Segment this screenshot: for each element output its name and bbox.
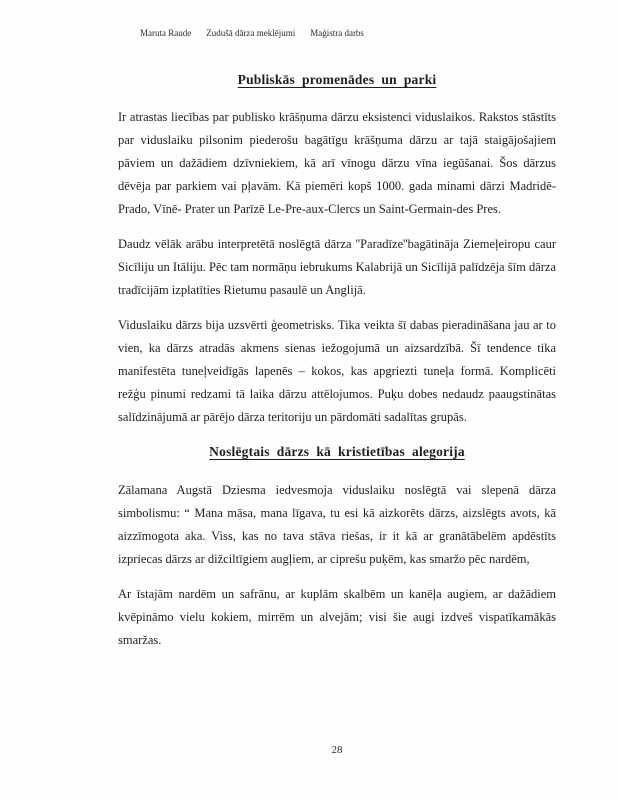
- paragraph: Daudz vēlāk arābu interpretētā noslēgtā dārza ''Paradīze''bagātināja Ziemeļeiropu caur Sicīliju un Itāliju. Pēc tam normāņu iebrukums Kalabrijā un Sicīlijā palīdzēja šīm dārza tradīcijām izplatīties Rietumu pasaulē un Anglijā.: [118, 237, 556, 297]
- paragraph: Ir atrastas liecības par publisko krāšņuma dārzu eksistenci viduslaikos. Rakstos stāstīts par viduslaiku pilsonim piederošu bagātīgu krāšņuma dārzu ar tajā staigājošajiem pāviem un dažādiem dzīvniekiem, kā arī vīnogu dārzu vīna iegūšanai. Šos dārzus dēvēja par parkiem vai pļavām. Kā piemēri kopš 1000. gada minami dārzi Madridē- Prado, Vīnē- Prater un Parīzē Le-Pre-aux-Clercs un Saint-Germain-des Pres.: [118, 110, 556, 216]
- running-header: [140, 28, 364, 39]
- paragraph: Ar īstajām nardēm un safrānu, ar kuplām skalbēm un kanēļa augiem, ar dažādiem kvēpināmo vielu kokiem, mirrēm un alvejām; visi šie augi izdveš vispatīkamākās smaržas.: [118, 587, 556, 647]
- header-work-title: Zudušā dārza meklējumi: [206, 28, 296, 38]
- section-heading-promenades: Publiskās promenādes un parki: [237, 72, 437, 87]
- header-work-type: Maģistra darbs: [310, 28, 364, 38]
- page-body: [118, 71, 556, 664]
- section-heading-alegorija: Noslēgtais dārzs kā kristietības alegorija: [209, 444, 465, 459]
- paragraph: Zālamana Augstā Dziesma iedvesmoja viduslaiku noslēgtā vai slepenā dārza simbolismu: “ Mana māsa, mana līgava, tu esi kā aizkorēts dārzs, aizslēgts avots, kā aizzīmogota aka. Viss, kas no tava stāva riešas, ir it kā ar granātābelēm apdēstīts izpriecas dārzs ar dižciltīgiem augļiem, ar ciprešu puķēm, kas smaržo pēc nardēm,: [118, 483, 556, 566]
- header-author: Maruta Raude: [140, 28, 192, 38]
- page-number: 28: [331, 744, 343, 756]
- paragraph: Viduslaiku dārzs bija uzsvērti ģeometrisks. Tika veikta šī dabas pieradināšana jau ar to vien, ka dārzs atradās akmens sienas iežogojumā un aizsardzībā. Šī tendence tika manifestēta tuneļveidīgās lapenēs – kokos, kas apgriezti tuneļa formā. Komplicēti režģu pinumi redzami tā laika dārzu attēlojumos. Puķu dobes nedaudz paaugstinātas salīdzinājumā ar pārējo dārza teritoriju un pārdomāti sadalītas grupās.: [118, 318, 556, 424]
